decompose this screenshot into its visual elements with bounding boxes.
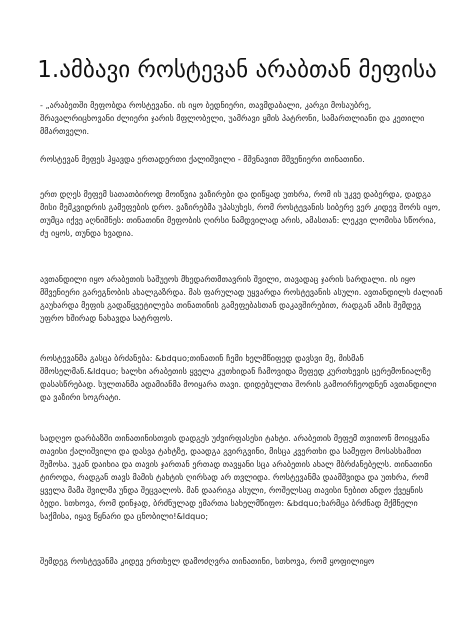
paragraph-6: სადღეო დარბაზში თინათინისთვის დადგეს უძვირფასესი ტახტი. არაბეთის მეფემ თვითონ მოიყვანა თავისი ქალიშვილი და დასვა ტახტზე, დაადგა გვირგვინი, მისცა კვერთხი და სამეფო მოსასხამით შემოსა. უკან დაიხია და თავის ჯართან ერთად თავყანი სცა არაბეთის ახალ მბრძანებელს. თინათინი ტიროდა, რადგან თავს მამის ტახტის ღირსად არ თვლიდა. როსტევანმა დაამშვიდა და უთხრა, რომ ყველა მამა შვილმა უნდა შეცვალოს. მან დაარიგა ასული, როშელსაც თავისი ნებით ანდო ქვეყნის ბედი. სთხოვა, რომ დინჯად, ბრძნულად ემართა სახელმწიფო: &bdquo;ხარმცა ბრძნად მქმნელი საქმისა, იყავ წყნარი და ცნობილი!&ldquo; bbox=[40, 433, 433, 521]
paragraph-3: ერთ დღეს მეფემ სათათბიროდ მოიწვია ვაზირები და დიწყად უთხრა, რომ ის უკვე დაბერდა, დადგა მისი მემკვიდრის გამეფების დრო. ვაზირებმა უპასუხეს, რომ როსტევანის სიბერე ვერ კიდევ შორს იყო, თუმცა იქვე აღნიშნეს: თინათინი მეფობის ღირსი ნამდვილად არის, ამასთან: ლეკვი ლომისა სწორია, ძუ იყოს, თუნდა ხვადია. bbox=[40, 189, 441, 238]
paragraph-2: როსტევან მეფეს ჰყავდა ერთადერთი ქალიშვილი - მშვნავით მშვენიერი თინათინი. bbox=[40, 154, 365, 164]
paragraph-5: როსტევანმა გასცა ბრძანება: &bdquo;თინათინ ჩემი ხელმწიფედ დავსვი მე, მისმან შმოსელმან.&ldquo; ხალხი არაბეთის ყველა კუთხიდან ჩამოვიდა მეფედ კურთხევის ცერემონიალზე დასასწრებად. სულთანმა ადამიანმა მოიყარა თავი. დიდებულთა შორის გამოირჩეოდნენ ავთანდილი და ვაზირი სოგრატი. bbox=[40, 353, 437, 402]
paragraph-4: ავთანდილი იყო არაბეთის საშუეოს მხედართმთავრის შვილი, თავადაც ჯარის სარდალი. ის იყო მშვენიერი გარეგნობის ახალგაზრდა. მას ფარულად უყვარდა როსტევანის ასული. ავთანდილს ძალიან გაუხარდა მეფის გადაწყვეტილება თინათინის გამეფებასთან დაკავშირებით, რადგან ამის შემდეგ უფრო ხშირად ნახავდა სატრფოს. bbox=[40, 274, 443, 323]
paragraph-7: შემდეგ როსტევანმა კიდევ ერთხელ დამოძღვრა თინათინი, სთხოვა, რომ ყოფილიყო bbox=[40, 556, 375, 566]
page-title: 1.ამბავი როსტევან არაბთან მეფისა bbox=[37, 57, 437, 83]
paragraph-1: - „არაბეთში მეფობდა როსტევანი. ის იყო ბედნიერი, თავმდაბალი, კარგი მოსაუბრე, შრავალრიცხოვანი ძლიერი ჯარის მფლობელი, უამრავი ყმის პატრონი, სამართლიანი და კეთილი მმართველი. bbox=[40, 100, 425, 136]
